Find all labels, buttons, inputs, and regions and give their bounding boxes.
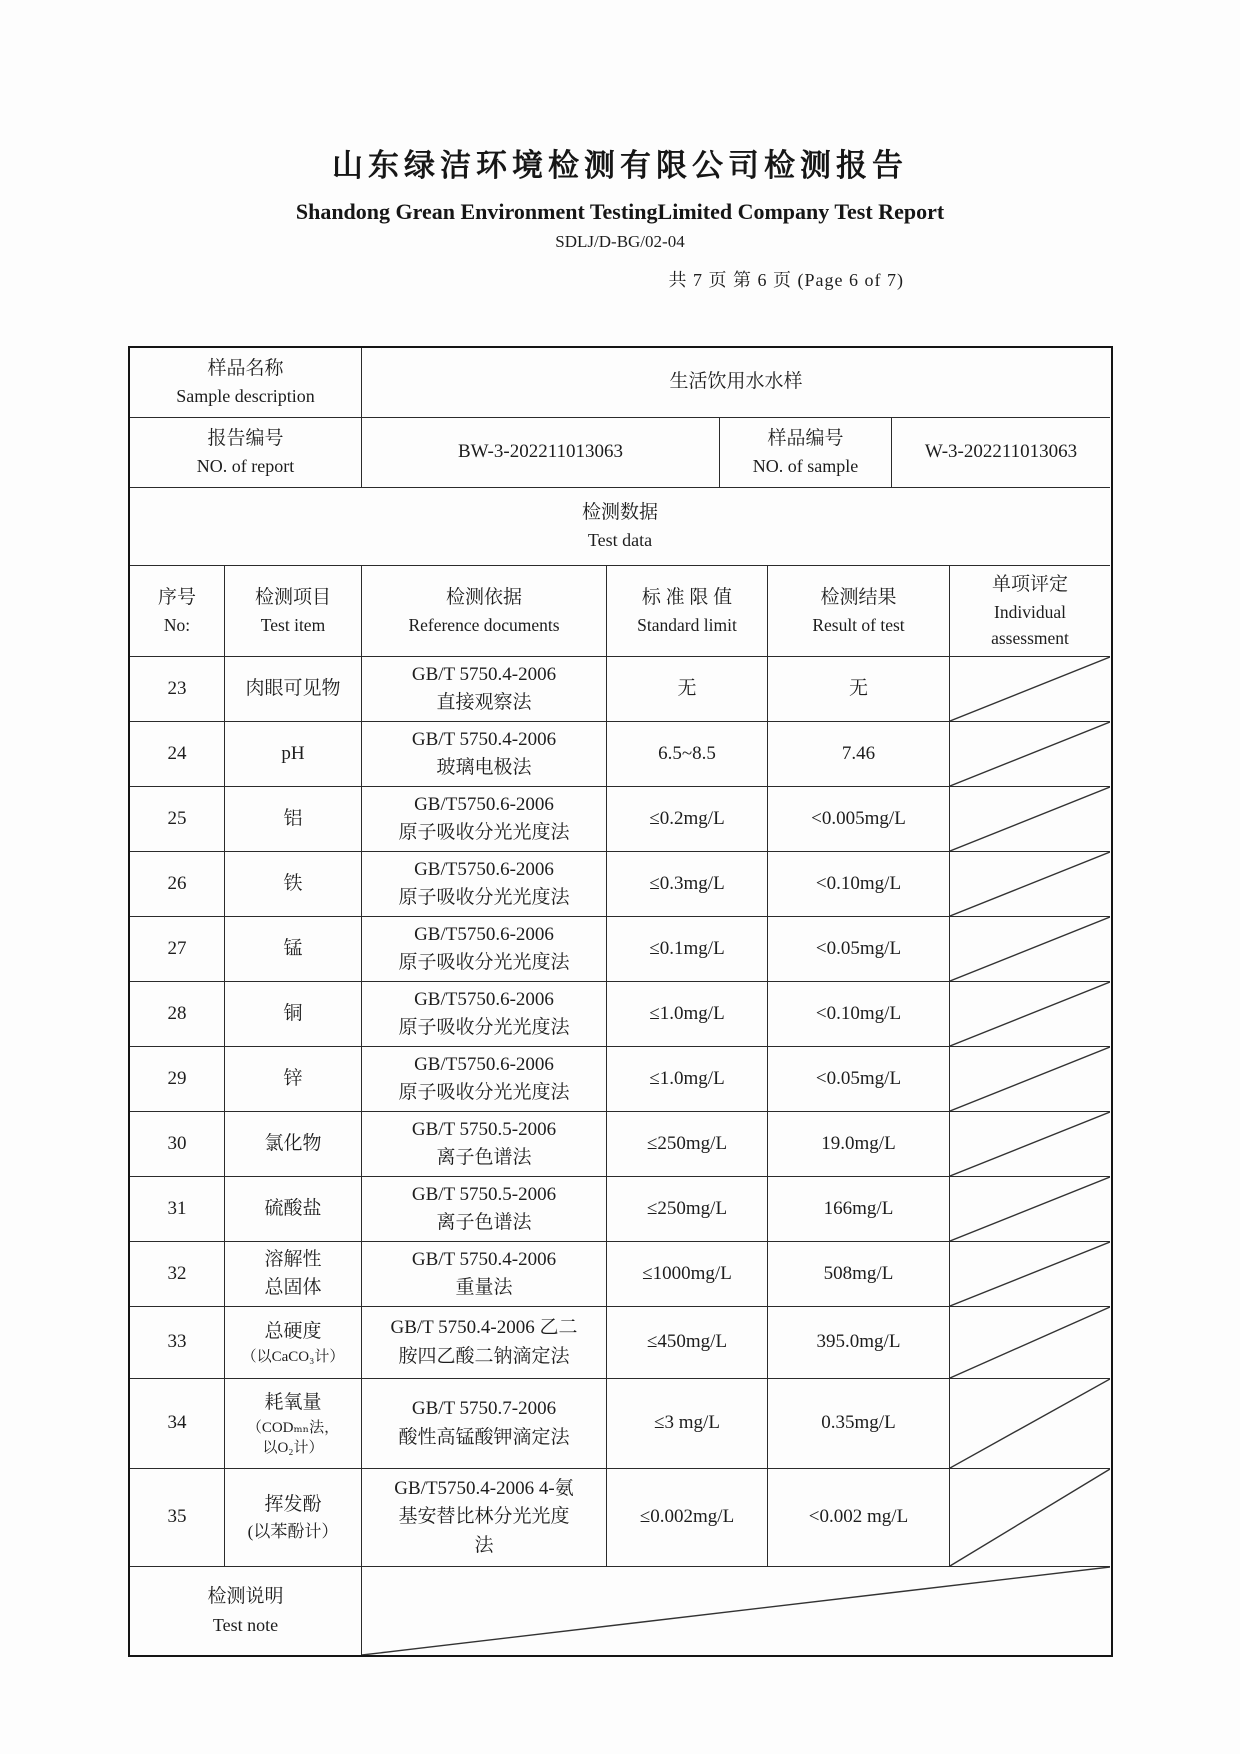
test-result: <0.002 mg/L	[768, 1469, 950, 1567]
sample-description-value: 生活饮用水水样	[362, 348, 1110, 418]
reference-documents	[362, 852, 607, 917]
table-row	[130, 1307, 1111, 1379]
table-row	[130, 787, 1111, 852]
test-item-line: 溶解性	[264, 1248, 322, 1270]
col-header-limit-en: Standard limit	[637, 615, 737, 636]
row-no: 34	[130, 1379, 225, 1469]
row-no: 33	[130, 1307, 225, 1379]
na-slash-line	[950, 657, 1110, 721]
page-number-info: 共 7 页 第 6 页 (Page 6 of 7)	[668, 270, 904, 290]
row-no: 26	[130, 852, 225, 917]
reference-documents	[362, 1379, 607, 1469]
test-item-line: 锌	[283, 1067, 303, 1089]
test-item-line: 挥发酚	[264, 1493, 322, 1515]
test-item-line: 总硬度	[264, 1321, 322, 1343]
document-code: SDLJ/D-BG/02-04	[555, 232, 685, 251]
col-header-no-cn: 序号	[157, 586, 196, 608]
reference-line: GB/T5750.4-2006 4-氨	[394, 1477, 574, 1499]
row-no: 27	[130, 917, 225, 982]
row-no: 28	[130, 982, 225, 1047]
assessment-cell	[950, 1242, 1110, 1307]
table-row	[130, 917, 1111, 982]
sample-no-label	[720, 418, 892, 488]
reference-line: 离子色谱法	[436, 1212, 532, 1233]
test-item	[225, 1177, 362, 1242]
row-no: 32	[130, 1242, 225, 1307]
test-item-line: 铝	[283, 807, 303, 829]
row-no: 29	[130, 1047, 225, 1112]
assessment-cell	[950, 657, 1110, 722]
report-no-value: BW-3-202211013063	[362, 418, 720, 488]
test-item	[225, 1047, 362, 1112]
standard-limit: 无	[607, 657, 768, 722]
table-row	[130, 852, 1111, 917]
standard-limit: ≤250mg/L	[607, 1177, 768, 1242]
test-result: <0.05mg/L	[768, 917, 950, 982]
standard-limit: ≤250mg/L	[607, 1112, 768, 1177]
table-row	[130, 722, 1111, 787]
reference-documents	[362, 722, 607, 787]
table-row	[130, 982, 1111, 1047]
reference-line: GB/T5750.6-2006	[414, 923, 554, 945]
test-result: <0.005mg/L	[768, 787, 950, 852]
assessment-cell	[950, 917, 1110, 982]
row-no: 24	[130, 722, 225, 787]
test-item	[225, 1242, 362, 1307]
standard-limit: ≤1000mg/L	[607, 1242, 768, 1307]
test-item	[225, 982, 362, 1047]
reference-line: 原子吸收分光光度法	[398, 887, 570, 908]
test-item	[225, 1469, 362, 1567]
test-note-row	[130, 1567, 1111, 1655]
col-header-result-cn: 检测结果	[820, 586, 897, 608]
assessment-cell	[950, 1177, 1110, 1242]
row-no: 35	[130, 1469, 225, 1567]
col-header-item-en: Test item	[260, 615, 326, 636]
reference-documents	[362, 1307, 607, 1379]
test-item	[225, 787, 362, 852]
row-no: 25	[130, 787, 225, 852]
reference-line: 重量法	[455, 1277, 513, 1298]
report-title-en: Shandong Grean Environment TestingLimited Company Test Report	[295, 199, 945, 224]
reference-line: GB/T 5750.5-2006	[411, 1183, 557, 1205]
row-no: 31	[130, 1177, 225, 1242]
test-note-value	[362, 1567, 1110, 1655]
test-result: 508mg/L	[768, 1242, 950, 1307]
report-no-label-en: NO. of report	[196, 456, 295, 477]
assessment-cell	[950, 1112, 1110, 1177]
test-item-line: （以CaCO₃计）	[241, 1348, 345, 1365]
col-header-result-en: Result of test	[812, 615, 905, 636]
col-header-no-en: No:	[163, 615, 191, 636]
na-slash-line	[950, 1469, 1110, 1566]
na-slash-line	[950, 1307, 1110, 1378]
reference-line: 原子吸收分光光度法	[398, 1017, 570, 1038]
reference-documents	[362, 1469, 607, 1567]
assessment-cell	[950, 982, 1110, 1047]
na-slash-line	[950, 1379, 1110, 1468]
assessment-cell	[950, 1379, 1110, 1469]
na-slash-line	[950, 722, 1110, 786]
na-slash-line	[950, 1177, 1110, 1241]
sample-description-label-en: Sample description	[176, 386, 315, 407]
test-result: <0.10mg/L	[768, 852, 950, 917]
reference-line: GB/T 5750.5-2006	[411, 1118, 557, 1140]
reference-line: GB/T 5750.4-2006 乙二	[390, 1317, 578, 1338]
reference-line: 离子色谱法	[436, 1147, 532, 1168]
sample-description-label-cn: 样品名称	[207, 357, 284, 379]
col-header-assessment-en2: assessment	[991, 628, 1069, 649]
column-header-row	[130, 566, 1111, 657]
reference-line: 法	[474, 1534, 494, 1556]
na-slash-line	[950, 1112, 1110, 1176]
reference-line: GB/T 5750.4-2006	[411, 663, 557, 685]
reference-line: 酸性高锰酸钾滴定法	[398, 1426, 570, 1448]
reference-documents	[362, 1177, 607, 1242]
standard-limit: ≤0.1mg/L	[607, 917, 768, 982]
test-item	[225, 1307, 362, 1379]
na-slash-line	[950, 917, 1110, 981]
col-header-assessment-en1: Individual	[994, 602, 1066, 622]
assessment-cell	[950, 1307, 1110, 1379]
standard-limit: ≤0.002mg/L	[607, 1469, 768, 1567]
section-title-cn: 检测数据	[581, 501, 658, 523]
na-slash-line	[950, 982, 1110, 1046]
col-header-result	[768, 566, 950, 657]
report-no-label-cn: 报告编号	[207, 427, 284, 449]
section-title	[130, 488, 1110, 566]
sample-description-row	[130, 348, 1111, 418]
reference-documents	[362, 917, 607, 982]
reference-line: GB/T5750.6-2006	[414, 1053, 554, 1075]
col-header-reference-en: Reference documents	[408, 615, 560, 636]
test-item	[225, 852, 362, 917]
reference-line: GB/T5750.6-2006	[414, 858, 554, 880]
test-result: <0.05mg/L	[768, 1047, 950, 1112]
test-item-line: 总固体	[264, 1277, 322, 1298]
col-header-item-cn: 检测项目	[254, 586, 331, 608]
reference-line: GB/T 5750.4-2006	[411, 1248, 557, 1270]
test-note-label	[130, 1567, 362, 1655]
reference-line: 胺四乙酸二钠滴定法	[398, 1345, 570, 1367]
row-no: 23	[130, 657, 225, 722]
test-item-line: (以苯酚计）	[247, 1522, 339, 1541]
reference-line: GB/T5750.6-2006	[414, 988, 554, 1010]
na-slash-line	[950, 787, 1110, 851]
test-result: 无	[768, 657, 950, 722]
table-row	[130, 1177, 1111, 1242]
test-report-table	[128, 346, 1113, 1657]
col-header-item	[225, 566, 362, 657]
test-note-label-en: Test note	[212, 1614, 279, 1635]
na-slash-line	[362, 1567, 1110, 1655]
reference-line: 原子吸收分光光度法	[398, 1082, 570, 1103]
test-result: 7.46	[768, 722, 950, 787]
test-item-line: 铁	[283, 872, 303, 894]
reference-documents	[362, 982, 607, 1047]
test-note-label-cn: 检测说明	[207, 1586, 284, 1608]
col-header-assessment-cn: 单项评定	[991, 573, 1068, 595]
test-result: <0.10mg/L	[768, 982, 950, 1047]
col-header-limit-cn: 标 准 限 值	[641, 586, 733, 608]
test-item	[225, 657, 362, 722]
report-number-row	[130, 418, 1111, 488]
test-item-line: 肉眼可见物	[245, 677, 341, 699]
reference-line: 原子吸收分光光度法	[398, 952, 570, 973]
table-row	[130, 1469, 1111, 1567]
test-item-line: 以O₂计）	[262, 1439, 324, 1456]
col-header-no	[130, 566, 225, 657]
test-item-line: pH	[281, 742, 305, 764]
table-row	[130, 1379, 1111, 1469]
reference-documents	[362, 657, 607, 722]
na-slash-line	[950, 1047, 1110, 1111]
sample-description-label	[130, 348, 362, 418]
standard-limit: ≤450mg/L	[607, 1307, 768, 1379]
standard-limit: ≤3 mg/L	[607, 1379, 768, 1469]
table-row	[130, 1112, 1111, 1177]
col-header-reference-cn: 检测依据	[445, 586, 522, 608]
standard-limit: ≤1.0mg/L	[607, 1047, 768, 1112]
reference-line: 玻璃电极法	[436, 757, 532, 778]
reference-line: GB/T5750.6-2006	[414, 793, 554, 815]
test-item-line: 铜	[283, 1002, 303, 1024]
col-header-limit	[607, 566, 768, 657]
reference-documents	[362, 1047, 607, 1112]
test-result: 19.0mg/L	[768, 1112, 950, 1177]
test-result: 395.0mg/L	[768, 1307, 950, 1379]
row-no: 30	[130, 1112, 225, 1177]
sample-no-label-cn: 样品编号	[767, 427, 844, 449]
reference-documents	[362, 1242, 607, 1307]
standard-limit: ≤0.3mg/L	[607, 852, 768, 917]
standard-limit: ≤0.2mg/L	[607, 787, 768, 852]
reference-line: 基安替比林分光光度	[398, 1506, 570, 1528]
standard-limit: ≤1.0mg/L	[607, 982, 768, 1047]
report-title-cn: 山东绿洁环境检测有限公司检测报告	[332, 148, 908, 183]
test-item	[225, 917, 362, 982]
standard-limit: 6.5~8.5	[607, 722, 768, 787]
test-item-line: 锰	[283, 937, 303, 959]
assessment-cell	[950, 787, 1110, 852]
reference-line: GB/T 5750.4-2006	[411, 728, 557, 750]
section-title-en: Test data	[587, 530, 653, 551]
test-item	[225, 722, 362, 787]
sample-no-label-en: NO. of sample	[752, 456, 859, 477]
assessment-cell	[950, 722, 1110, 787]
reference-documents	[362, 787, 607, 852]
table-row	[130, 657, 1111, 722]
na-slash-line	[950, 1242, 1110, 1306]
reference-documents	[362, 1112, 607, 1177]
test-item	[225, 1112, 362, 1177]
reference-line: GB/T 5750.7-2006	[411, 1398, 557, 1419]
test-item-line: （CODₘₙ法，	[246, 1419, 340, 1436]
reference-line: 原子吸收分光光度法	[398, 822, 570, 843]
reference-line: 直接观察法	[436, 692, 532, 713]
section-title-row	[130, 488, 1111, 566]
test-item-line: 耗氧量	[264, 1392, 322, 1413]
assessment-cell	[950, 1469, 1110, 1567]
assessment-cell	[950, 1047, 1110, 1112]
test-item	[225, 1379, 362, 1469]
report-no-label	[130, 418, 362, 488]
col-header-assessment	[950, 566, 1110, 657]
na-slash-line	[950, 852, 1110, 916]
col-header-reference	[362, 566, 607, 657]
table-row	[130, 1047, 1111, 1112]
test-result: 0.35mg/L	[768, 1379, 950, 1469]
test-result: 166mg/L	[768, 1177, 950, 1242]
table-row	[130, 1242, 1111, 1307]
test-item-line: 氯化物	[264, 1132, 322, 1154]
sample-no-value: W-3-202211013063	[892, 418, 1110, 488]
assessment-cell	[950, 852, 1110, 917]
test-item-line: 硫酸盐	[264, 1197, 322, 1219]
